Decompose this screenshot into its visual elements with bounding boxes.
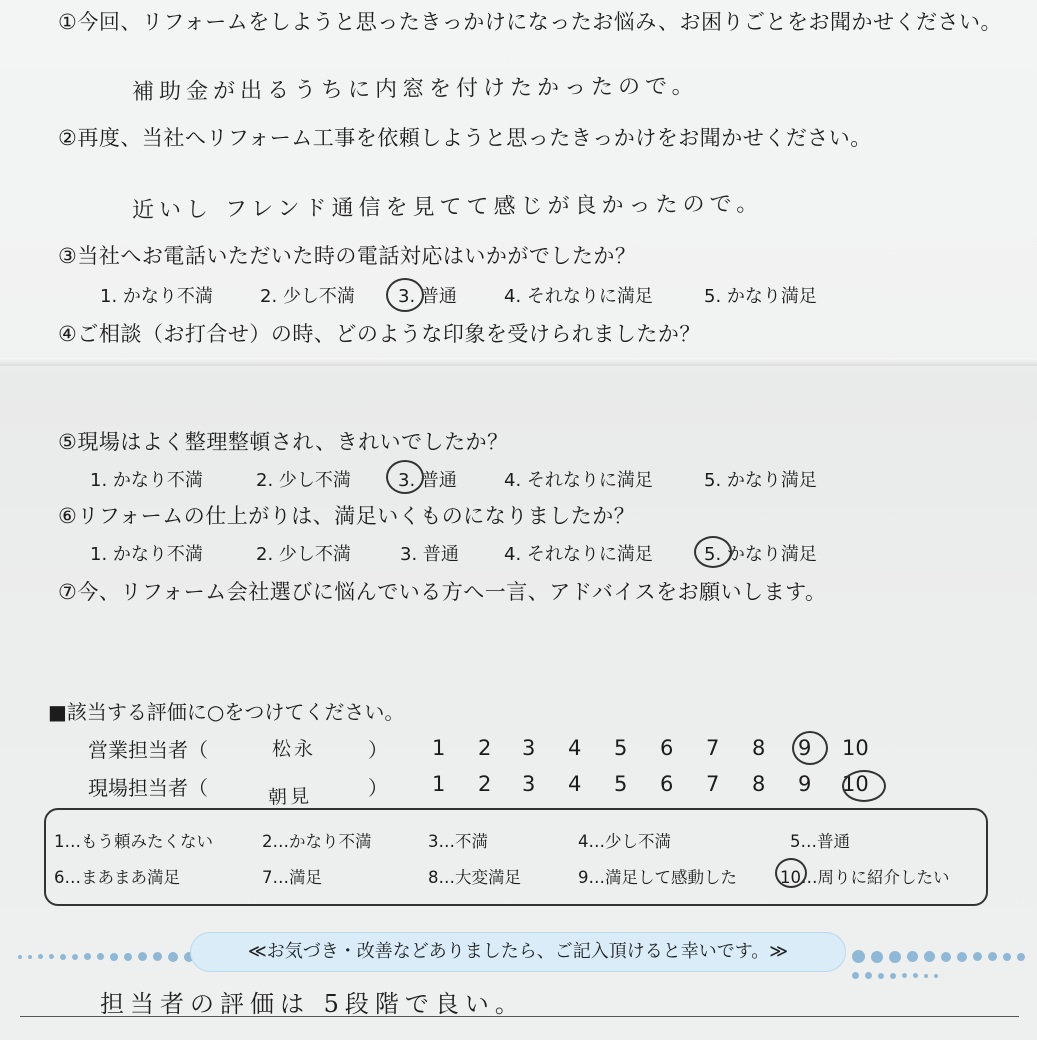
decorative-dot xyxy=(1017,953,1025,961)
q5-option-5[interactable]: 5. かなり満足 xyxy=(704,470,817,491)
decorative-dot xyxy=(890,973,896,979)
decorative-dot xyxy=(957,952,967,962)
rating-heading: ■該当する評価に○をつけてください。 xyxy=(48,700,405,724)
decorative-dot xyxy=(973,952,982,961)
q3-option-4[interactable]: 4. それなりに満足 xyxy=(504,286,653,307)
question-2: ②再度、当社へリフォーム工事を依頼しようと思ったきっかけをお聞かせください。 xyxy=(58,126,872,150)
question-3: ③当社へお電話いただいた時の電話対応はいかがでしたか？ xyxy=(58,244,637,268)
q5-selection-mark xyxy=(386,460,424,494)
decorative-dot xyxy=(1003,953,1011,961)
comment-banner: ≪お気づき・改善などありましたら、ご記入頂けると幸いです。≫ xyxy=(190,932,846,972)
paper-fold xyxy=(0,358,1037,366)
rating-number[interactable]: 2 xyxy=(478,772,492,796)
decorative-dot xyxy=(168,952,178,962)
legend-selection-mark xyxy=(775,858,807,888)
decorative-dot xyxy=(18,955,22,959)
question-4: ④ご相談（お打合せ）の時、どのような印象を受けられましたか？ xyxy=(58,322,701,346)
rating-number[interactable]: 8 xyxy=(752,772,766,796)
answer-1-handwritten: 補助金が出るうちに内窓を付けたかったので。 xyxy=(131,74,699,105)
question-1: ①今回、リフォームをしようと思ったきっかけになったお悩み、お困りごとをお聞かせください。 xyxy=(58,10,1003,34)
comment-line xyxy=(20,1016,1019,1017)
q3-option-3[interactable]: 3. 普通 xyxy=(398,286,457,307)
handwritten-comment: 担当者の評価は 5段階で良い。 xyxy=(100,990,525,1018)
decorative-dot xyxy=(865,972,872,979)
rating-name-sales: 松永 xyxy=(272,738,317,760)
decorative-dot xyxy=(38,954,43,959)
legend-item-7: 7…満足 xyxy=(262,868,322,887)
decorative-dot xyxy=(924,974,928,978)
decorative-dot xyxy=(49,954,54,959)
rating-close-site: ） xyxy=(368,776,388,800)
decorative-dot xyxy=(941,952,951,962)
decorative-dot xyxy=(907,951,918,962)
legend-item-8: 8…大変満足 xyxy=(428,868,521,887)
decorative-dot xyxy=(924,951,935,962)
decorative-dot xyxy=(852,972,859,979)
decorative-dot xyxy=(153,952,162,961)
q6-option-2[interactable]: 2. 少し不満 xyxy=(256,544,351,565)
decorative-dots-right xyxy=(852,946,1037,960)
rating-row-site xyxy=(88,772,208,801)
decorative-dot xyxy=(124,953,132,961)
rating-name-site: 朝見 xyxy=(267,785,313,809)
decorative-dot xyxy=(138,952,147,961)
q6-option-1[interactable]: 1. かなり不満 xyxy=(90,544,203,565)
decorative-dot xyxy=(871,951,883,963)
question-6: ⑥リフォームの仕上がりは、満足いくものになりましたか？ xyxy=(58,504,636,528)
rating-row-sales xyxy=(88,734,208,763)
legend-item-1: 1…もう頼みたくない xyxy=(54,832,213,851)
sales-selection-mark xyxy=(792,731,828,765)
decorative-dot xyxy=(110,953,118,961)
rating-number[interactable]: 5 xyxy=(614,772,628,796)
legend-item-6: 6…まあまあ満足 xyxy=(54,868,180,887)
answer-2-handwritten: 近いし フレンド通信を見てて感じが良かったので。 xyxy=(131,191,764,224)
rating-number[interactable]: 7 xyxy=(706,736,720,760)
rating-number[interactable]: 6 xyxy=(660,772,674,796)
site-selection-mark xyxy=(842,770,886,802)
q5-option-1[interactable]: 1. かなり不満 xyxy=(90,470,203,491)
decorative-dot xyxy=(902,973,907,978)
rating-number[interactable]: 3 xyxy=(522,736,536,760)
decorative-dot xyxy=(852,950,865,963)
rating-number[interactable]: 10 xyxy=(842,772,869,796)
q3-option-2[interactable]: 2. 少し不満 xyxy=(260,286,355,307)
rating-number[interactable]: 8 xyxy=(752,736,766,760)
q3-option-1[interactable]: 1. かなり不満 xyxy=(100,286,213,307)
decorative-dot xyxy=(934,974,938,978)
decorative-dot xyxy=(97,953,104,960)
rating-number[interactable]: 3 xyxy=(522,772,536,796)
rating-number[interactable]: 5 xyxy=(614,736,628,760)
decorative-dot xyxy=(988,952,997,961)
rating-number[interactable]: 1 xyxy=(432,772,446,796)
decorative-dot xyxy=(28,955,32,959)
legend-item-4: 4…少し不満 xyxy=(578,832,671,851)
rating-label-site: 現場担当者（ xyxy=(88,776,208,800)
rating-close-sales: ） xyxy=(368,738,388,762)
rating-number[interactable]: 6 xyxy=(660,736,674,760)
legend-item-5: 5…普通 xyxy=(790,832,850,851)
rating-number[interactable]: 4 xyxy=(568,736,582,760)
decorative-dot xyxy=(913,973,918,978)
rating-number[interactable]: 7 xyxy=(706,772,720,796)
rating-number[interactable]: 1 xyxy=(432,736,446,760)
decorative-dot xyxy=(84,953,91,960)
rating-label-sales: 営業担当者（ xyxy=(88,738,208,762)
legend-item-2: 2…かなり不満 xyxy=(262,832,372,851)
q5-option-2[interactable]: 2. 少し不満 xyxy=(256,470,351,491)
rating-legend-box xyxy=(44,808,988,906)
rating-number[interactable]: 4 xyxy=(568,772,582,796)
legend-item-3: 3…不満 xyxy=(428,832,488,851)
q6-option-4[interactable]: 4. それなりに満足 xyxy=(504,544,653,565)
rating-number[interactable]: 9 xyxy=(798,772,812,796)
decorative-dot xyxy=(72,954,78,960)
decorative-dot xyxy=(60,954,66,960)
q3-selection-mark xyxy=(386,278,424,312)
legend-item-10: 10…周りに紹介したい xyxy=(780,868,950,887)
rating-number[interactable]: 10 xyxy=(842,736,869,760)
q3-option-5[interactable]: 5. かなり満足 xyxy=(704,286,817,307)
rating-number[interactable]: 9 xyxy=(798,736,812,760)
q6-option-5[interactable]: 5. かなり満足 xyxy=(704,544,817,565)
question-7: ⑦今、リフォーム会社選びに悩んでいる方へ一言、アドバイスをお願いします。 xyxy=(58,580,827,604)
q5-option-4[interactable]: 4. それなりに満足 xyxy=(504,470,653,491)
q6-option-3[interactable]: 3. 普通 xyxy=(400,544,459,565)
legend-item-9: 9…満足して感動した xyxy=(578,868,737,887)
q5-option-3[interactable]: 3. 普通 xyxy=(398,470,457,491)
q6-selection-mark xyxy=(694,536,732,568)
rating-number[interactable]: 2 xyxy=(478,736,492,760)
question-5: ⑤現場はよく整理整頓され、きれいでしたか？ xyxy=(58,430,509,454)
decorative-dot xyxy=(878,973,884,979)
decorative-dot xyxy=(889,951,901,963)
